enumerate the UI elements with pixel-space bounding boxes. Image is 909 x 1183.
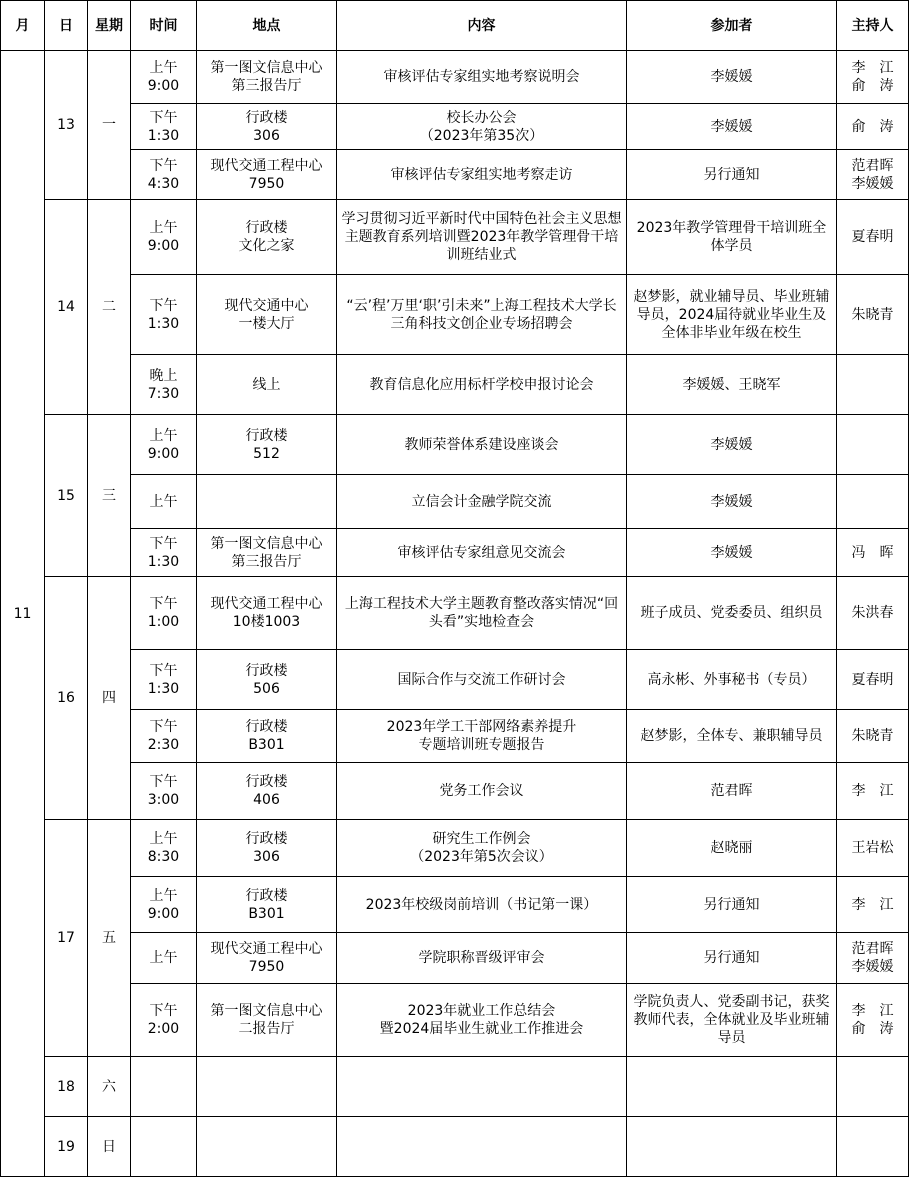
weekday-cell: 二 xyxy=(88,200,131,415)
header-row xyxy=(1,1,909,51)
participants-cell: 李媛媛 xyxy=(627,529,837,577)
location-cell: 行政楼 B301 xyxy=(197,877,337,933)
content-cell: 学习贯彻习近平新时代中国特色社会主义思想主题教育系列培训暨2023年教学管理骨干培训班结业式 xyxy=(337,200,627,275)
host-cell: 王岩松 xyxy=(837,820,909,877)
content-cell: 党务工作会议 xyxy=(337,763,627,820)
schedule-row xyxy=(1,820,909,877)
host-cell xyxy=(837,1057,909,1117)
participants-cell: 李媛媛 xyxy=(627,104,837,150)
content-cell: “云’程’万里‘职’引未来”上海工程技术大学长三角科技文创企业专场招聘会 xyxy=(337,275,627,355)
participants-cell: 赵梦影，就业辅导员、毕业班辅导员，2024届待就业毕业生及全体非毕业年级在校生 xyxy=(627,275,837,355)
schedule-row xyxy=(1,355,909,415)
schedule-row xyxy=(1,650,909,710)
content-cell: 2023年学工干部网络素养提升 专题培训班专题报告 xyxy=(337,710,627,763)
header-day: 日 xyxy=(45,1,88,51)
header-location: 地点 xyxy=(197,1,337,51)
schedule-row xyxy=(1,529,909,577)
content-cell xyxy=(337,1117,627,1177)
time-cell: 下午 3:00 xyxy=(131,763,197,820)
participants-cell: 2023年教学管理骨干培训班全体学员 xyxy=(627,200,837,275)
day-cell: 17 xyxy=(45,820,88,1057)
schedule-row xyxy=(1,275,909,355)
location-cell xyxy=(197,475,337,529)
location-cell: 第一图文信息中心 二报告厅 xyxy=(197,984,337,1057)
content-cell: 2023年就业工作总结会 暨2024届毕业生就业工作推进会 xyxy=(337,984,627,1057)
participants-cell: 高永彬、外事秘书（专员） xyxy=(627,650,837,710)
location-cell: 第一图文信息中心 第三报告厅 xyxy=(197,529,337,577)
schedule-row xyxy=(1,104,909,150)
header-weekday: 星期 xyxy=(88,1,131,51)
schedule-row xyxy=(1,710,909,763)
host-cell: 夏春明 xyxy=(837,650,909,710)
location-cell: 第一图文信息中心 第三报告厅 xyxy=(197,51,337,104)
weekday-cell: 五 xyxy=(88,820,131,1057)
day-cell: 15 xyxy=(45,415,88,577)
weekday-cell: 三 xyxy=(88,415,131,577)
day-cell: 19 xyxy=(45,1117,88,1177)
weekday-cell: 六 xyxy=(88,1057,131,1117)
host-cell: 范君晖 李媛媛 xyxy=(837,933,909,984)
participants-cell: 李媛媛 xyxy=(627,415,837,475)
time-cell xyxy=(131,1117,197,1177)
schedule-row xyxy=(1,415,909,475)
weekday-cell: 四 xyxy=(88,577,131,820)
header-content: 内容 xyxy=(337,1,627,51)
location-cell: 行政楼 512 xyxy=(197,415,337,475)
schedule-row xyxy=(1,51,909,104)
time-cell: 上午 8:30 xyxy=(131,820,197,877)
content-cell: 审核评估专家组实地考察走访 xyxy=(337,150,627,200)
time-cell: 下午 2:30 xyxy=(131,710,197,763)
content-cell: 校长办公会 （2023年第35次） xyxy=(337,104,627,150)
weekday-cell: 一 xyxy=(88,51,131,200)
location-cell: 行政楼 306 xyxy=(197,820,337,877)
schedule-row xyxy=(1,933,909,984)
location-cell: 现代交通中心 一楼大厅 xyxy=(197,275,337,355)
content-cell: 上海工程技术大学主题教育整改落实情况“回头看”实地检查会 xyxy=(337,577,627,650)
location-cell: 行政楼 406 xyxy=(197,763,337,820)
time-cell: 上午 9:00 xyxy=(131,877,197,933)
schedule-row xyxy=(1,150,909,200)
time-cell: 下午 4:30 xyxy=(131,150,197,200)
content-cell: 国际合作与交流工作研讨会 xyxy=(337,650,627,710)
header-host: 主持人 xyxy=(837,1,909,51)
host-cell: 俞 涛 xyxy=(837,104,909,150)
content-cell: 学院职称晋级评审会 xyxy=(337,933,627,984)
host-cell: 李 江 俞 涛 xyxy=(837,51,909,104)
time-cell: 上午 9:00 xyxy=(131,415,197,475)
participants-cell: 李媛媛 xyxy=(627,475,837,529)
weekday-cell: 日 xyxy=(88,1117,131,1177)
time-cell: 下午 1:30 xyxy=(131,275,197,355)
location-cell: 现代交通工程中心 7950 xyxy=(197,933,337,984)
day-cell: 18 xyxy=(45,1057,88,1117)
schedule-row xyxy=(1,877,909,933)
content-cell: 研究生工作例会 （2023年第5次会议） xyxy=(337,820,627,877)
location-cell: 现代交通工程中心 10楼1003 xyxy=(197,577,337,650)
content-cell: 审核评估专家组实地考察说明会 xyxy=(337,51,627,104)
time-cell: 下午 1:30 xyxy=(131,650,197,710)
participants-cell xyxy=(627,1057,837,1117)
location-cell xyxy=(197,1117,337,1177)
location-cell: 行政楼 文化之家 xyxy=(197,200,337,275)
host-cell: 李 江 xyxy=(837,763,909,820)
header-time: 时间 xyxy=(131,1,197,51)
participants-cell: 另行通知 xyxy=(627,150,837,200)
host-cell: 朱晓青 xyxy=(837,710,909,763)
header-participants: 参加者 xyxy=(627,1,837,51)
header-month: 月 xyxy=(1,1,45,51)
schedule-row xyxy=(1,984,909,1057)
content-cell xyxy=(337,1057,627,1117)
participants-cell xyxy=(627,1117,837,1177)
day-cell: 13 xyxy=(45,51,88,200)
content-cell: 教育信息化应用标杆学校申报讨论会 xyxy=(337,355,627,415)
host-cell: 朱晓青 xyxy=(837,275,909,355)
content-cell: 审核评估专家组意见交流会 xyxy=(337,529,627,577)
schedule-row xyxy=(1,1117,909,1177)
time-cell: 上午 9:00 xyxy=(131,200,197,275)
time-cell: 上午 9:00 xyxy=(131,51,197,104)
location-cell: 线上 xyxy=(197,355,337,415)
time-cell: 下午 2:00 xyxy=(131,984,197,1057)
participants-cell: 学院负责人、党委副书记，获奖教师代表，全体就业及毕业班辅导员 xyxy=(627,984,837,1057)
schedule-row xyxy=(1,1057,909,1117)
day-cell: 14 xyxy=(45,200,88,415)
time-cell xyxy=(131,1057,197,1117)
participants-cell: 班子成员、党委委员、组织员 xyxy=(627,577,837,650)
schedule-row xyxy=(1,577,909,650)
schedule-row xyxy=(1,763,909,820)
time-cell: 晚上 7:30 xyxy=(131,355,197,415)
host-cell: 朱洪春 xyxy=(837,577,909,650)
participants-cell: 另行通知 xyxy=(627,933,837,984)
participants-cell: 李媛媛 xyxy=(627,51,837,104)
participants-cell: 李媛媛、王晓军 xyxy=(627,355,837,415)
host-cell xyxy=(837,1117,909,1177)
location-cell: 行政楼 506 xyxy=(197,650,337,710)
host-cell: 范君晖 李媛媛 xyxy=(837,150,909,200)
participants-cell: 赵晓丽 xyxy=(627,820,837,877)
host-cell: 李 江 俞 涛 xyxy=(837,984,909,1057)
time-cell: 下午 1:30 xyxy=(131,529,197,577)
month-cell: 11 xyxy=(1,51,45,1177)
participants-cell: 赵梦影，全体专、兼职辅导员 xyxy=(627,710,837,763)
location-cell: 行政楼 306 xyxy=(197,104,337,150)
content-cell: 教师荣誉体系建设座谈会 xyxy=(337,415,627,475)
host-cell: 李 江 xyxy=(837,877,909,933)
content-cell: 2023年校级岗前培训（书记第一课） xyxy=(337,877,627,933)
time-cell: 下午 1:00 xyxy=(131,577,197,650)
location-cell: 现代交通工程中心 7950 xyxy=(197,150,337,200)
host-cell xyxy=(837,355,909,415)
content-cell: 立信会计金融学院交流 xyxy=(337,475,627,529)
participants-cell: 另行通知 xyxy=(627,877,837,933)
time-cell: 下午 1:30 xyxy=(131,104,197,150)
schedule-row xyxy=(1,200,909,275)
day-cell: 16 xyxy=(45,577,88,820)
time-cell: 上午 xyxy=(131,933,197,984)
location-cell: 行政楼 B301 xyxy=(197,710,337,763)
time-cell: 上午 xyxy=(131,475,197,529)
host-cell: 夏春明 xyxy=(837,200,909,275)
host-cell xyxy=(837,475,909,529)
schedule-row xyxy=(1,475,909,529)
host-cell: 冯 晖 xyxy=(837,529,909,577)
location-cell xyxy=(197,1057,337,1117)
host-cell xyxy=(837,415,909,475)
participants-cell: 范君晖 xyxy=(627,763,837,820)
